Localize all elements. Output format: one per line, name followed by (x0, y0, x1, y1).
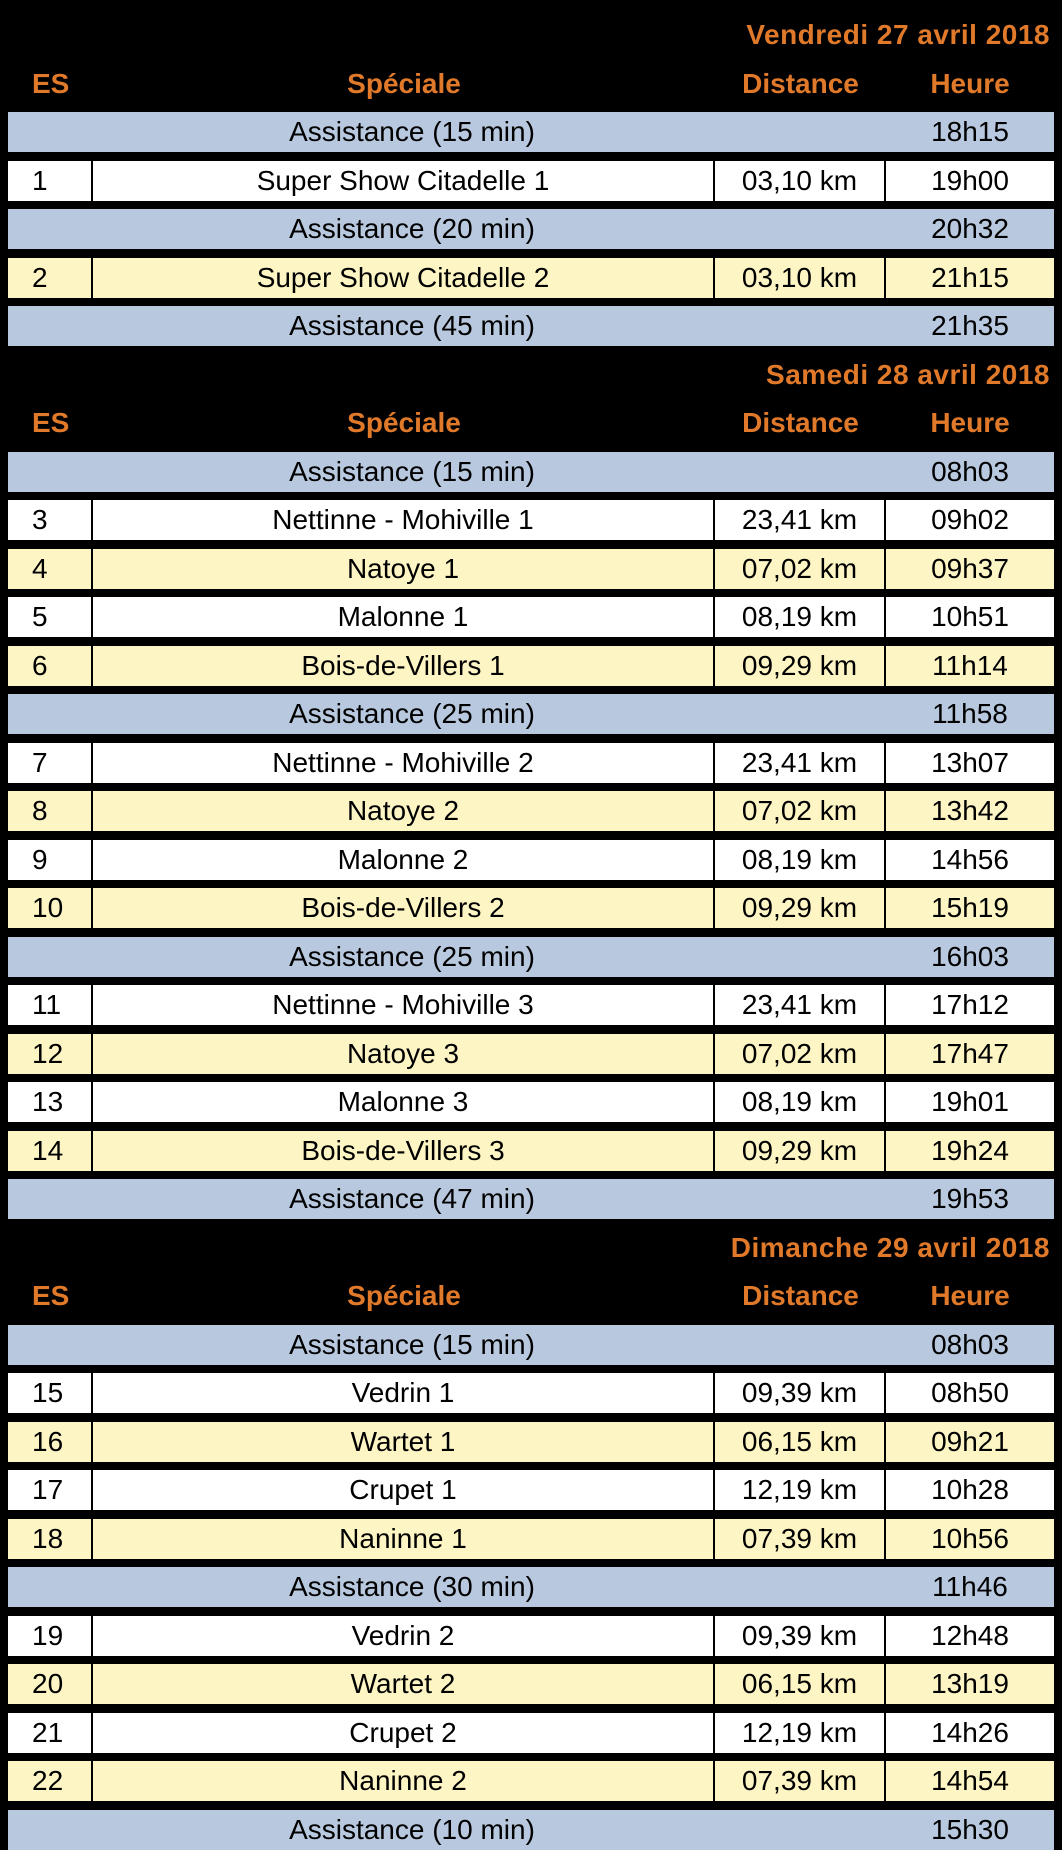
stage-time: 19h24 (931, 1135, 1009, 1166)
stage-time: 09h02 (931, 504, 1009, 535)
stage-row (8, 1422, 1054, 1462)
stage-time: 13h42 (931, 795, 1009, 826)
stage-row (8, 1034, 1054, 1074)
stage-number: 9 (8, 840, 93, 880)
day-date-text: Samedi 28 avril 2018 (766, 359, 1050, 390)
assistance-time: 11h58 (932, 698, 1008, 729)
assistance-row (8, 694, 1054, 734)
assistance-label: Assistance (25 min) (289, 941, 535, 972)
assistance-row (8, 452, 1054, 492)
column-header-speciale: Spéciale (347, 407, 461, 438)
assistance-label: Assistance (30 min) (289, 1571, 535, 1602)
stage-row (8, 840, 1054, 880)
day-date-heading (8, 1228, 1054, 1268)
stage-time: 17h47 (931, 1038, 1009, 1069)
assistance-time: 21h35 (931, 310, 1009, 341)
stage-time: 21h15 (931, 262, 1009, 293)
stage-number: 2 (8, 258, 93, 298)
stage-distance: 06,15 km (715, 1422, 886, 1462)
stage-time: 13h19 (931, 1668, 1009, 1699)
assistance-row (8, 306, 1054, 346)
assistance-label: Assistance (47 min) (289, 1183, 535, 1214)
stage-name: Bois-de-Villers 3 (93, 1131, 715, 1171)
stage-row (8, 791, 1054, 831)
stage-number: 1 (8, 161, 93, 201)
assistance-row (8, 1810, 1054, 1850)
stage-row (8, 1082, 1054, 1122)
stage-number: 7 (8, 743, 93, 783)
stage-distance: 12,19 km (715, 1470, 886, 1510)
stage-number: 13 (8, 1082, 93, 1122)
assistance-label: Assistance (15 min) (289, 116, 535, 147)
stage-row (8, 500, 1054, 540)
stage-distance: 09,29 km (715, 888, 886, 928)
assistance-row (8, 1325, 1054, 1365)
stage-row (8, 1616, 1054, 1656)
column-header-es: ES (32, 1280, 70, 1311)
stage-name: Wartet 1 (93, 1422, 715, 1462)
stage-time: 17h12 (931, 989, 1009, 1020)
stage-time: 10h56 (931, 1523, 1009, 1554)
stage-number: 8 (8, 791, 93, 831)
stage-name: Bois-de-Villers 2 (93, 888, 715, 928)
stage-row (8, 1519, 1054, 1559)
day-date-text: Vendredi 27 avril 2018 (746, 19, 1050, 50)
assistance-label: Assistance (20 min) (289, 213, 535, 244)
stage-row (8, 743, 1054, 783)
stage-number: 6 (8, 646, 93, 686)
stage-distance: 03,10 km (715, 258, 886, 298)
assistance-time: 08h03 (931, 456, 1009, 487)
column-header-heure: Heure (930, 1280, 1010, 1311)
stage-time: 14h56 (931, 844, 1009, 875)
stage-row (8, 1373, 1054, 1413)
assistance-time: 15h30 (931, 1814, 1009, 1845)
stage-name: Crupet 1 (93, 1470, 715, 1510)
stage-time: 14h54 (931, 1765, 1009, 1796)
assistance-row (8, 1179, 1054, 1219)
stage-number: 10 (8, 888, 93, 928)
stage-name: Crupet 2 (93, 1713, 715, 1753)
stage-distance: 08,19 km (715, 597, 886, 637)
stage-time: 13h07 (931, 747, 1009, 778)
stage-distance: 07,39 km (715, 1519, 886, 1559)
stage-distance: 23,41 km (715, 985, 886, 1025)
assistance-row (8, 937, 1054, 977)
stage-name: Bois-de-Villers 1 (93, 646, 715, 686)
column-header-heure: Heure (930, 407, 1010, 438)
stage-row (8, 985, 1054, 1025)
stage-name: Super Show Citadelle 2 (93, 258, 715, 298)
day-date-text: Dimanche 29 avril 2018 (730, 1232, 1050, 1263)
stage-name: Natoye 3 (93, 1034, 715, 1074)
assistance-label: Assistance (25 min) (289, 698, 535, 729)
day-date-heading (8, 15, 1054, 55)
column-header-speciale: Spéciale (347, 68, 461, 99)
column-header-row (8, 403, 1054, 443)
stage-number: 22 (8, 1761, 93, 1801)
stage-distance: 07,02 km (715, 791, 886, 831)
column-header-row (8, 1276, 1054, 1316)
stage-name: Nettinne - Mohiville 2 (93, 743, 715, 783)
stage-row (8, 1131, 1054, 1171)
stage-distance: 07,39 km (715, 1761, 886, 1801)
stage-distance: 23,41 km (715, 743, 886, 783)
column-header-heure: Heure (930, 68, 1010, 99)
stage-name: Vedrin 2 (93, 1616, 715, 1656)
assistance-time: 08h03 (931, 1329, 1009, 1360)
column-header-row (8, 64, 1054, 104)
stage-number: 16 (8, 1422, 93, 1462)
stage-row (8, 1664, 1054, 1704)
stage-number: 14 (8, 1131, 93, 1171)
stage-time: 11h14 (932, 650, 1008, 681)
stage-distance: 07,02 km (715, 1034, 886, 1074)
stage-distance: 07,02 km (715, 549, 886, 589)
assistance-time: 18h15 (931, 116, 1009, 147)
stage-name: Malonne 2 (93, 840, 715, 880)
stage-row (8, 597, 1054, 637)
stage-time: 09h21 (931, 1426, 1009, 1457)
stage-time: 10h51 (931, 601, 1009, 632)
stage-time: 08h50 (931, 1377, 1009, 1408)
stage-row (8, 549, 1054, 589)
stage-number: 12 (8, 1034, 93, 1074)
stage-name: Vedrin 1 (93, 1373, 715, 1413)
stage-row (8, 646, 1054, 686)
stage-row (8, 258, 1054, 298)
assistance-time: 16h03 (931, 941, 1009, 972)
stage-time: 10h28 (931, 1474, 1009, 1505)
stage-name: Malonne 3 (93, 1082, 715, 1122)
stage-name: Nettinne - Mohiville 1 (93, 500, 715, 540)
assistance-time: 20h32 (931, 213, 1009, 244)
stage-name: Wartet 2 (93, 1664, 715, 1704)
column-header-es: ES (32, 407, 70, 438)
stage-row (8, 1713, 1054, 1753)
stage-time: 09h37 (931, 553, 1009, 584)
assistance-label: Assistance (45 min) (289, 310, 535, 341)
stage-time: 15h19 (931, 892, 1009, 923)
stage-distance: 12,19 km (715, 1713, 886, 1753)
stage-row (8, 1470, 1054, 1510)
stage-distance: 08,19 km (715, 840, 886, 880)
stage-time: 19h00 (931, 165, 1009, 196)
column-header-es: ES (32, 68, 70, 99)
stage-number: 17 (8, 1470, 93, 1510)
assistance-label: Assistance (15 min) (289, 1329, 535, 1360)
stage-number: 5 (8, 597, 93, 637)
stage-time: 14h26 (931, 1717, 1009, 1748)
stage-distance: 06,15 km (715, 1664, 886, 1704)
stage-name: Nettinne - Mohiville 3 (93, 985, 715, 1025)
stage-name: Malonne 1 (93, 597, 715, 637)
stage-name: Naninne 2 (93, 1761, 715, 1801)
stage-number: 19 (8, 1616, 93, 1656)
stage-number: 4 (8, 549, 93, 589)
stage-row (8, 161, 1054, 201)
assistance-time: 19h53 (931, 1183, 1009, 1214)
stage-row (8, 888, 1054, 928)
stage-number: 18 (8, 1519, 93, 1559)
stage-time: 19h01 (931, 1086, 1009, 1117)
stage-number: 11 (8, 985, 93, 1025)
stage-distance: 08,19 km (715, 1082, 886, 1122)
stage-distance: 03,10 km (715, 161, 886, 201)
stage-distance: 09,39 km (715, 1616, 886, 1656)
assistance-label: Assistance (10 min) (289, 1814, 535, 1845)
stage-number: 3 (8, 500, 93, 540)
day-date-heading (8, 355, 1054, 395)
stage-name: Natoye 1 (93, 549, 715, 589)
stage-time: 12h48 (931, 1620, 1009, 1651)
assistance-row (8, 1567, 1054, 1607)
column-header-distance: Distance (742, 1280, 859, 1311)
column-header-distance: Distance (742, 68, 859, 99)
stage-row (8, 1761, 1054, 1801)
stage-number: 20 (8, 1664, 93, 1704)
stage-number: 21 (8, 1713, 93, 1753)
stage-distance: 09,29 km (715, 1131, 886, 1171)
stage-distance: 09,39 km (715, 1373, 886, 1413)
assistance-label: Assistance (15 min) (289, 456, 535, 487)
assistance-row (8, 209, 1054, 249)
column-header-speciale: Spéciale (347, 1280, 461, 1311)
stage-distance: 09,29 km (715, 646, 886, 686)
assistance-time: 11h46 (932, 1571, 1008, 1602)
stage-number: 15 (8, 1373, 93, 1413)
stage-name: Super Show Citadelle 1 (93, 161, 715, 201)
stage-distance: 23,41 km (715, 500, 886, 540)
column-header-distance: Distance (742, 407, 859, 438)
stage-name: Naninne 1 (93, 1519, 715, 1559)
stage-name: Natoye 2 (93, 791, 715, 831)
assistance-row (8, 112, 1054, 152)
